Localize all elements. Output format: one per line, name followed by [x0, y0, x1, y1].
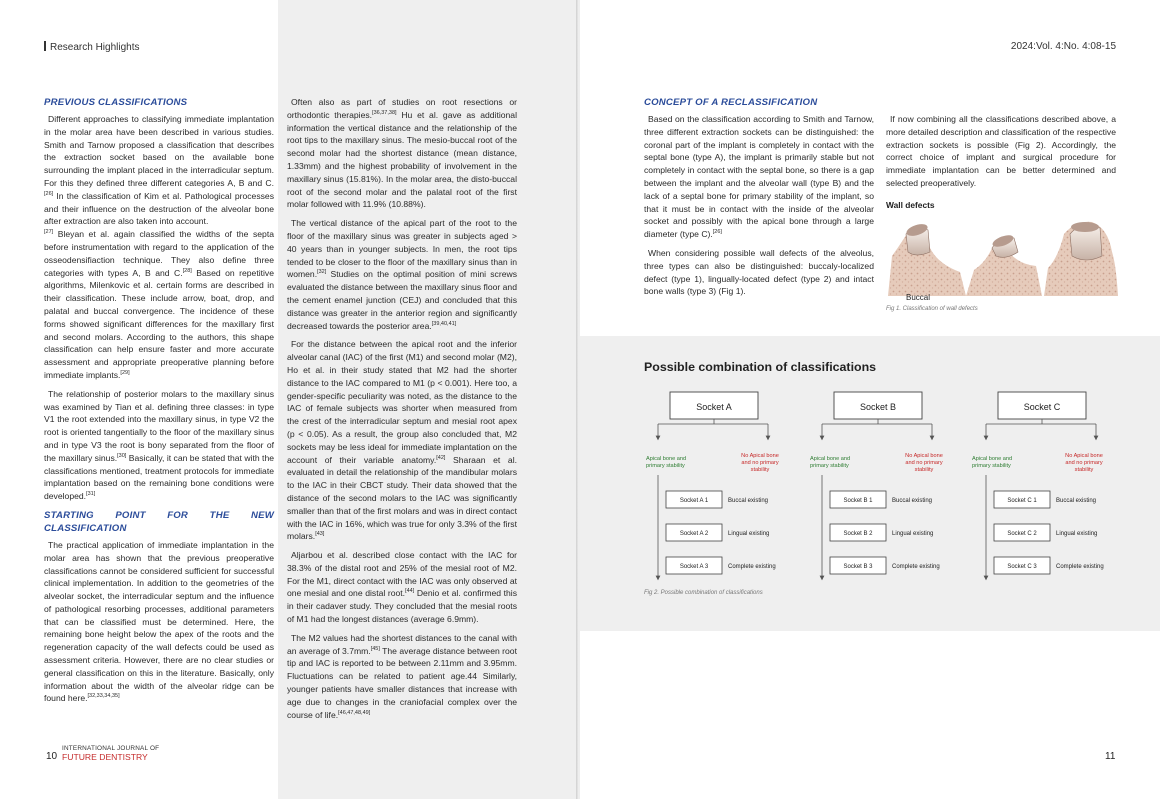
fig1-title: Wall defects [886, 200, 935, 210]
svg-text:and no primary: and no primary [741, 460, 779, 466]
wall-defects-illustration [886, 212, 1118, 296]
svg-text:primary stability: primary stability [810, 463, 849, 469]
svg-text:stability: stability [1074, 467, 1094, 473]
svg-text:and no primary: and no primary [1065, 460, 1103, 466]
svg-text:Apical bone and: Apical bone and [972, 456, 1013, 462]
heading-starting-point: STARTING POINT FOR THE NEW CLASSIFICATION [44, 509, 274, 534]
section-label: Research Highlights [50, 42, 140, 53]
svg-text:Lingual existing: Lingual existing [728, 531, 770, 537]
svg-text:Socket C 1: Socket C 1 [1007, 498, 1037, 504]
paragraph: The M2 values had the shortest distances to the canal with an average of 3.7mm.[45] The average distance between root tip and IAC is reported to be between 2.11mm and 3.95mm. Fluctuations can be related to patient age.44 Similarly, younger patients have smaller distances that increase with age due to changes in the craniofacial complex over the course of life.[46,47,48,49] [287, 632, 517, 720]
paragraph: If now combining all the classifications described above, a more detailed description and classification of the respective extraction sockets is possible (Fig 2). Accordingly, the correct choice of implant and surgical procedure for immediate implantation can be better determined and selected preoperatively. [886, 114, 1116, 188]
page-number-right: 11 [1105, 751, 1116, 762]
paragraph: The vertical distance of the apical part of the root to the floor of the maxillary sinus was greater in subjects aged > 40 years than in younger subjects. In men, the root tips tended to be closer to the floor of the maxillary sinus than in women.[32] Studies on the optimal position of mini screws evaluated the distance between the maxillary sinus floor and the cement enamel junction (CEJ) and concluded that this distance was greater in the anterior region and significantly decreased towards the posterior area.[39,40,41] [287, 218, 517, 331]
group-socket-a [646, 392, 779, 578]
svg-text:stability: stability [914, 467, 934, 473]
svg-text:Complete existing: Complete existing [1056, 564, 1104, 570]
socket-c-title: Socket C [1023, 402, 1061, 412]
svg-text:No Apical bone: No Apical bone [1065, 453, 1103, 459]
svg-text:Buccal existing: Buccal existing [1056, 498, 1097, 504]
defect-type-1 [888, 222, 966, 296]
text-column-2 [287, 96, 517, 727]
socket-b-title: Socket B [859, 402, 897, 412]
svg-text:Socket A 1: Socket A 1 [679, 498, 709, 504]
paragraph: When considering possible wall defects of the alveolus, three types can also be distinguished: buccaly-localized defect (type 1), lingually-located defect (type 2) and intact bone walls (type 3) (Fig 1). [644, 247, 874, 297]
paragraph: Aljarbou et al. described close contact with the IAC for 38.3% of the distal root and 25% of the mesial root of M2. For the M1, direct contact with the IAC was only observed at one mesial and one distal root.[44] Denio et al. confirmed this in their cadaver study. They concluded that the mesial roots of M1 had the longest distances (average 6.9mm). [287, 550, 517, 625]
text-column-3 [644, 96, 874, 304]
fig1-buccal-label: Buccal [906, 293, 931, 302]
header-bar-mark [44, 41, 46, 51]
svg-text:Socket B 3: Socket B 3 [843, 564, 873, 570]
svg-text:Socket B 1: Socket B 1 [843, 498, 873, 504]
classification-combination-diagram [580, 380, 1160, 590]
defect-type-2 [966, 233, 1042, 296]
svg-text:No Apical bone: No Apical bone [741, 453, 779, 459]
fig2-title: Possible combination of classifications [644, 360, 877, 374]
heading-previous-classifications: PREVIOUS CLASSIFICATIONS [44, 97, 188, 108]
text-column-4 [886, 113, 1116, 196]
svg-text:No Apical bone: No Apical bone [905, 453, 943, 459]
svg-text:Lingual existing: Lingual existing [892, 531, 934, 537]
svg-text:Complete existing: Complete existing [892, 564, 940, 570]
group-socket-b [810, 392, 943, 578]
running-header-left [44, 41, 140, 53]
svg-text:stability: stability [750, 467, 770, 473]
svg-text:Buccal existing: Buccal existing [728, 498, 769, 504]
running-header-right: 2024:Vol. 4:No. 4:08-15 [1010, 41, 1116, 52]
paragraph: The relationship of posterior molars to the maxillary sinus was examined by Tian et al. defining three classes: in type V1 the root extended into the maxillary sinus, in type V2 the root is oriented tangentially to the floor of the maxillary sinus and in type V3 the root is bony separated from the floor of the maxillary sinus.[30] Basically, it can be stated that with the classifications mentioned, treatment protocols for immediate implantation based on the remaining bone conditions were developed.[31] [44, 388, 274, 502]
paragraph: For the distance between the apical root and the inferior alveolar canal (IAC) of the first (M1) and second molar (M2), Ho et al. in their study stated that M2 had the shorter distance to the IAC compared to M1 (p < 0.001). Here too, a gender-specific peculiarity was noted, as the distance to the IAC of female subjects was shorter when measured from the crest of the interradicular septum and mesial root apex (p < 0.05). As a result, the group also concluded that, M2 sockets may be less ideal for immediate implantation on the account of their variable anatomy.[42] Sharaan et al. evaluated in detail the relationship of the mandibular molars to the IAC in their CBCT study. Their data showed that the distance of the second molars to the IAC was significantly smaller than that of the first molars and was in direct contact with the IAC in 16%, which was true for only 3.3% of the first molars.[43] [287, 339, 517, 542]
fig2-caption: Fig 2. Possible combination of classifications [644, 590, 763, 596]
svg-text:primary stability: primary stability [646, 463, 685, 469]
svg-text:Socket A 2: Socket A 2 [679, 531, 709, 537]
page-number-left: 10 [46, 751, 58, 762]
defect-type-3 [1044, 222, 1118, 296]
svg-text:Socket C 3: Socket C 3 [1007, 564, 1037, 570]
svg-text:Socket C 2: Socket C 2 [1007, 531, 1037, 537]
svg-text:Apical bone and: Apical bone and [810, 456, 851, 462]
text-column-1 [44, 96, 274, 711]
journal-line-2: FUTURE DENTISTRY [62, 752, 148, 762]
svg-text:Socket A 3: Socket A 3 [679, 564, 709, 570]
svg-text:and no primary: and no primary [905, 460, 943, 466]
svg-text:Lingual existing: Lingual existing [1056, 531, 1098, 537]
paragraph: Often also as part of studies on root resections or orthodontic therapies.[36,37,38] Hu et al. gave as additional information the vertical distance and the relationship of the root tips to the maxillary sinus. The mesio-buccal root of the second molar had the shortest distance (mean distance, 1.33mm) and the highest probability of involvement in the maxillary sinus (15.81%). In the molar area, the disto-buccal root of the second molar and the palatal root of the first molar followed with 11.9% (10.88%). [287, 97, 518, 210]
heading-concept-reclassification: CONCEPT OF A RECLASSIFICATION [644, 97, 818, 108]
svg-text:Socket B 2: Socket B 2 [843, 531, 873, 537]
fig1-caption: Fig 1. Classification of wall defects [886, 306, 978, 312]
journal-logo [62, 744, 159, 762]
group-socket-c [972, 392, 1104, 578]
svg-text:Complete existing: Complete existing [728, 564, 776, 570]
svg-text:Buccal existing: Buccal existing [892, 498, 933, 504]
svg-text:Apical bone and: Apical bone and [646, 456, 687, 462]
paragraph: The practical application of immediate implantation in the molar area has shown that the previous preoperative classifications cannot be considered sufficient for successful clinical implementation. In addition to the geometries of the alveolar socket, the interradicular septum and the influence of pathological resorbing processes, additional parameters that can be classified must be determined. Here, the remaining bone height below the apex of the roots and the regeneration capacity of the wall defects could be used as assessment criteria. However, there are no clear studies or general classification on this in the literature. Basically, only information about the width of the alveolar ridge can be found here.[32,33,34,35] [44, 539, 274, 704]
svg-text:primary stability: primary stability [972, 463, 1011, 469]
journal-line-1: INTERNATIONAL JOURNAL OF [62, 745, 160, 752]
socket-a-title: Socket A [696, 402, 732, 412]
paragraph: Based on the classification according to Smith and Tarnow, three different extraction sockets can be distinguished: the coronal part of the implant is completely in contact with the septal bone (type A), the implant is primarily stable but not completely in contact with the septal bone, so there is a gap between the implant and the alveolar wall (type B) and the lack of a septal bone for primary stability of the implant, so that it must be in contact with the inside of the alveolar socket and possibly with the apical bone through a large diameter (type C).[26] [644, 114, 874, 240]
paragraph: Different approaches to classifying immediate implantation in the molar area have been described in various studies. Smith and Tarnow proposed a classification that describes the extraction socket based on the available bone surrounding the implant placed in the interradicular septum. For this they defined three different categories A, B and C.[26] In the classification of Kim et al. Pathological processes and their influence on the destruction of the alveolar bone after extraction are also taken into account. [27] Bleyan et al. again classified the widths of the septa before instrumentation with regard to the application of the osseodensifiaction technique. They also define three categories with types A, B and C.[28] Based on repetitive algorithms, Milenkovic et al. certain forms are described in their classification. These include arrow, boat, drop, and palatal and buccal convergence. The incidence of these forms showed significant differences for the maxillary first and second molars. According to the authors, this shape classification can help ensure faster and more accurate assessment and appropriate preoperative planning before immediate implants.[29] [44, 114, 275, 380]
